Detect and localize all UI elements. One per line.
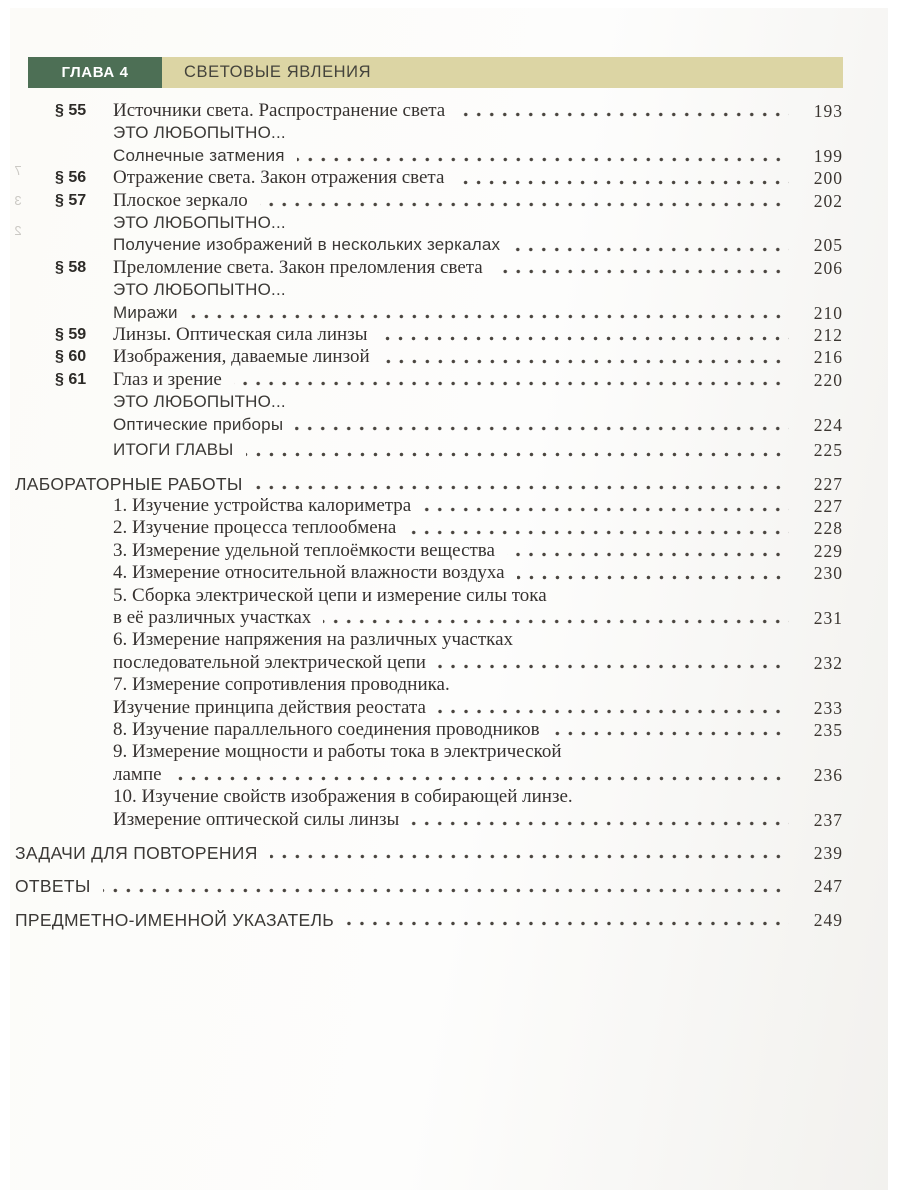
- dot-leader: [495, 269, 789, 274]
- toc-list: [15, 100, 843, 931]
- entry-page: 202: [813, 190, 843, 211]
- entry-title: Отражение света. Закон отражения света: [113, 167, 445, 189]
- entry-page: 239: [813, 843, 843, 863]
- entry-title: лампе: [113, 763, 162, 785]
- toc-row: [15, 439, 843, 461]
- dot-leader: [438, 664, 789, 669]
- dot-leader: [457, 112, 789, 117]
- toc-row: [15, 540, 843, 562]
- dot-leader: [411, 821, 789, 826]
- dot-leader: [190, 314, 789, 319]
- toc-row: [15, 786, 843, 808]
- bleedthrough-mark: 3: [14, 193, 22, 208]
- bleedthrough-mark: 2: [14, 223, 22, 238]
- toc-row: [15, 279, 843, 301]
- entry-page: 220: [813, 369, 843, 390]
- toc-row: [15, 875, 843, 897]
- entry-page: 216: [813, 347, 843, 368]
- dot-leader: [382, 359, 789, 364]
- toc-row: [15, 346, 843, 368]
- toc-row: [15, 495, 843, 517]
- entry-title: ИТОГИ ГЛАВЫ: [113, 440, 234, 460]
- entry-number: § 58: [55, 258, 87, 276]
- entry-title: 2. Изучение процесса теплообмена: [113, 517, 397, 539]
- entry-page: 233: [813, 697, 843, 718]
- entry-page: 206: [813, 257, 843, 278]
- entry-title: 1. Изучение устройства калориметра: [113, 494, 412, 516]
- entry-title: Источники света. Распространение света: [113, 100, 446, 121]
- entry-title: ПРЕДМЕТНО-ИМЕННОЙ УКАЗАТЕЛЬ: [15, 909, 335, 930]
- entry-page: 236: [813, 764, 843, 785]
- dot-leader: [174, 776, 789, 781]
- dot-leader: [379, 336, 789, 341]
- entry-page: 230: [813, 563, 843, 584]
- entry-page: 232: [813, 652, 843, 673]
- entry-title: в её различных участках: [113, 606, 312, 628]
- entry-page: 227: [813, 495, 843, 516]
- entry-title: Изучение принципа действия реостата: [113, 696, 426, 718]
- entry-title: 6. Измерение напряжения на различных участках: [113, 629, 514, 651]
- toc-row: [15, 414, 843, 436]
- toc-row: [15, 212, 843, 234]
- entry-page: 231: [813, 607, 843, 628]
- dot-leader: [346, 921, 789, 926]
- entry-title: Измерение оптической силы линзы: [113, 808, 400, 830]
- entry-page: 205: [813, 235, 843, 256]
- dot-leader: [246, 452, 789, 457]
- toc-row: [15, 517, 843, 539]
- toc-row: [15, 122, 843, 144]
- entry-number: § 59: [55, 326, 87, 344]
- dot-leader: [260, 202, 789, 207]
- toc-row: [15, 257, 843, 279]
- toc-row: [15, 100, 843, 122]
- entry-page: 247: [813, 876, 843, 897]
- toc-row: [15, 842, 843, 864]
- toc-row: [15, 473, 843, 495]
- toc-row: [15, 369, 843, 391]
- toc-row: [15, 391, 843, 413]
- entry-title: ОТВЕТЫ: [15, 876, 91, 897]
- toc-row: [15, 697, 843, 719]
- entry-page: 200: [813, 168, 843, 189]
- dot-leader: [103, 888, 789, 893]
- entry-title: ЭТО ЛЮБОПЫТНО...: [113, 123, 286, 143]
- entry-number: § 60: [55, 348, 87, 366]
- entry-page: 228: [813, 518, 843, 539]
- entry-title: 3. Измерение удельной теплоёмкости вещества: [113, 539, 495, 561]
- entry-number: § 61: [55, 370, 87, 388]
- entry-title: ЭТО ЛЮБОПЫТНО...: [113, 280, 286, 300]
- entry-title: 7. Измерение сопротивления проводника.: [113, 674, 450, 696]
- entry-title: Преломление света. Закон преломления света: [113, 256, 483, 278]
- toc-row: [15, 145, 843, 167]
- entry-title: ЭТО ЛЮБОПЫТНО...: [113, 213, 286, 233]
- entry-number: § 56: [55, 169, 87, 187]
- book-page: [10, 8, 888, 1190]
- entry-page: 237: [813, 809, 843, 830]
- toc-row: [15, 909, 843, 931]
- entry-page: 235: [813, 719, 843, 740]
- entry-title: Получение изображений в нескольких зеркалах: [113, 235, 501, 255]
- entry-page: 193: [813, 101, 843, 121]
- dot-leader: [438, 709, 789, 714]
- entry-title: Плоское зеркало: [113, 189, 248, 211]
- dot-leader: [423, 507, 789, 512]
- entry-title: Оптические приборы: [113, 414, 284, 434]
- dot-leader: [323, 619, 789, 624]
- entry-title: Линзы. Оптическая сила линзы: [113, 324, 368, 346]
- toc-row: [15, 302, 843, 324]
- dot-leader: [270, 854, 789, 859]
- dot-leader: [507, 552, 789, 557]
- toc-row: [15, 562, 843, 584]
- toc-row: [15, 764, 843, 786]
- entry-title: 9. Измерение мощности и работы тока в электрической: [113, 741, 562, 763]
- bleedthrough-mark: 7: [14, 163, 22, 178]
- entry-page: 229: [813, 540, 843, 561]
- entry-title: 8. Изучение параллельного соединения проводников: [113, 718, 540, 740]
- entry-title: 4. Измерение относительной влажности воздуха: [113, 562, 505, 584]
- entry-page: 199: [813, 145, 843, 166]
- toc-row: [15, 324, 843, 346]
- dot-leader: [517, 575, 789, 580]
- entry-page: 210: [813, 302, 843, 323]
- toc-row: [15, 234, 843, 256]
- entry-title: ЭТО ЛЮБОПЫТНО...: [113, 392, 286, 412]
- dot-leader: [255, 485, 789, 490]
- entry-page: 227: [813, 473, 843, 494]
- dot-leader: [295, 426, 789, 431]
- entry-number: § 57: [55, 191, 87, 209]
- dot-leader: [512, 247, 789, 252]
- dot-leader: [456, 180, 789, 185]
- chapter-header-bar: [28, 57, 843, 88]
- entry-number: § 55: [55, 102, 87, 119]
- entry-title: Миражи: [113, 302, 178, 322]
- toc-row: [15, 190, 843, 212]
- entry-title: Глаз и зрение: [113, 368, 222, 390]
- entry-title: 10. Изучение свойств изображения в собирающей линзе.: [113, 786, 573, 808]
- toc-row: [15, 674, 843, 696]
- toc-row: [15, 652, 843, 674]
- toc-row: [15, 585, 843, 607]
- toc-row: [15, 607, 843, 629]
- entry-page: 224: [813, 414, 843, 435]
- entry-page: 212: [813, 325, 843, 346]
- entry-title: 5. Сборка электрической цепи и измерение силы тока: [113, 584, 547, 606]
- entry-title: Изображения, даваемые линзой: [113, 346, 370, 368]
- dot-leader: [552, 731, 789, 736]
- dot-leader: [408, 530, 789, 535]
- entry-page: 249: [813, 909, 843, 930]
- chapter-title: СВЕТОВЫЕ ЯВЛЕНИЯ: [162, 57, 843, 88]
- toc-row: [15, 719, 843, 741]
- toc-row: [15, 741, 843, 763]
- chapter-number-badge: ГЛАВА 4: [28, 57, 162, 88]
- dot-leader: [297, 157, 789, 162]
- dot-leader: [234, 381, 789, 386]
- entry-title: ЗАДАЧИ ДЛЯ ПОВТОРЕНИЯ: [15, 843, 258, 863]
- toc-row: [15, 629, 843, 651]
- entry-title: Солнечные затмения: [113, 145, 285, 165]
- entry-title: последовательной электрической цепи: [113, 651, 426, 673]
- entry-page: 225: [813, 440, 843, 461]
- toc-row: [15, 167, 843, 189]
- entry-title: ЛАБОРАТОРНЫЕ РАБОТЫ: [15, 473, 243, 494]
- toc-row: [15, 809, 843, 831]
